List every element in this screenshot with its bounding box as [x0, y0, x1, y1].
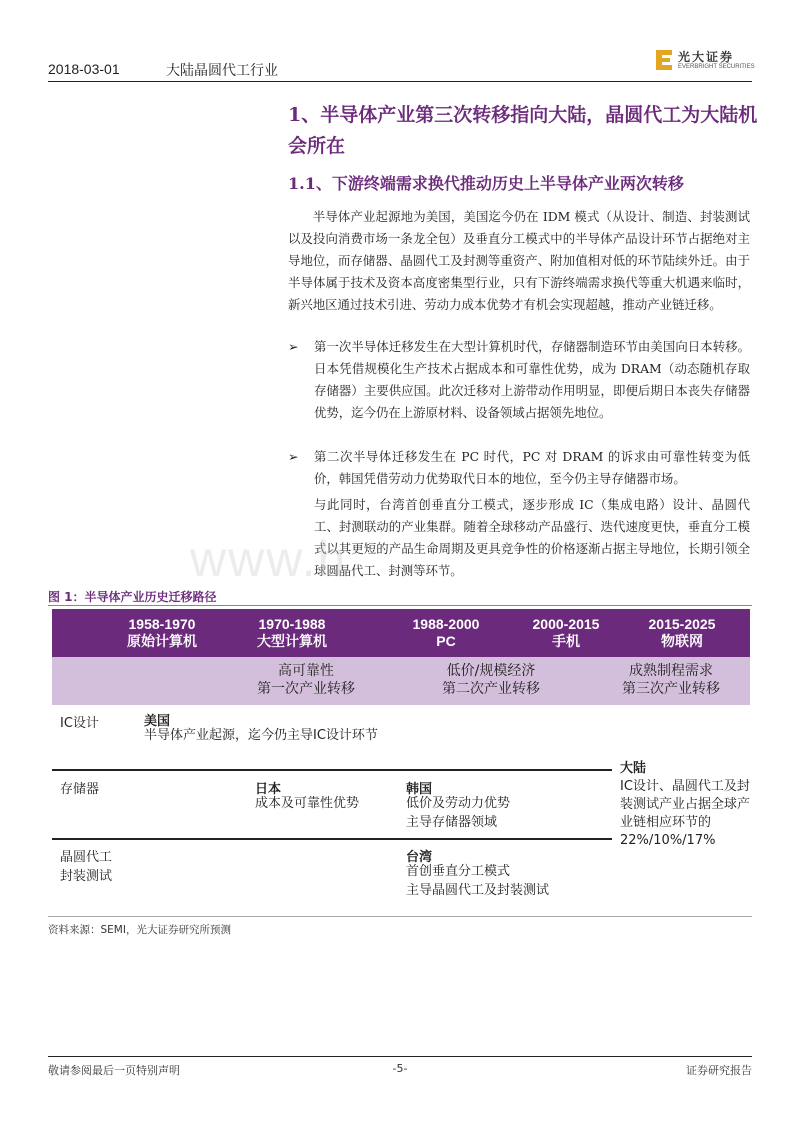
- era-3: 1988-2000 PC: [412, 616, 480, 649]
- transfer-bar: [52, 657, 750, 705]
- section-heading-1: 1、半导体产业第三次转移指向大陆，晶圆代工为大陆机会所在: [288, 104, 758, 157]
- bullet-first-migration: [288, 336, 750, 424]
- era-4: 2000-2015 手机: [532, 616, 600, 649]
- usa-desc: 半导体产业起源，迄今仍主导IC设计环节: [144, 728, 378, 743]
- page-header: [48, 56, 752, 82]
- row-divider: [52, 838, 612, 840]
- industry-title: 大陆晶圆代工行业: [166, 63, 278, 79]
- transfer-3: 成熟制程需求 第三次产业转移: [622, 663, 720, 697]
- arrow-bullet-icon: ➢: [288, 339, 299, 354]
- everbright-logo-icon: [656, 50, 672, 70]
- row-divider: [52, 769, 612, 771]
- segment-foundry: 晶圆代工: [60, 850, 113, 865]
- era-2: 1970-1988 大型计算机: [257, 616, 327, 649]
- section-heading-1-1: 1.1、下游终端需求换代推动历史上半导体产业两次转移: [288, 174, 684, 193]
- mainland-desc: IC设计、晶圆代工及封装测试产业占据全球产业链相应环节的: [620, 779, 751, 830]
- era-5: 2015-2025 物联网: [648, 616, 716, 649]
- paragraph-taiwan: 与此同时，台湾首创垂直分工模式，逐步形成 IC（集成电路）设计、晶圆代工、封测联动的产业集群。随着全球移动产品盛行、迭代速度更快，垂直分工模式以其更短的产品生命周期及更具竞争性的价格逐渐占据主导地位，长期引领全球圆晶代工、封测等环节。: [314, 497, 750, 578]
- mainland-box: [620, 760, 750, 850]
- korea-desc-1: 低价及劳动力优势: [406, 796, 511, 811]
- transfer-2: 低价/规模经济 第二次产业转移: [442, 663, 540, 697]
- figure-source: 资料来源：SEMI，光大证券研究所预测: [48, 916, 752, 937]
- taiwan-desc-1: 首创垂直分工模式: [406, 864, 511, 879]
- paragraph-intro: 半导体产业起源地为美国，美国迄今仍在 IDM 模式（从设计、制造、封装测试以及投向消费市场一条龙全包）及垂直分工模式中的半导体产品设计环节占据绝对主导地位，而存储器、晶圆代工及封测等重资产、附加值相对低的环节陆续外迁。由于半导体属于技术及资本高度密集型行业，只有下游终端需求换代等重大机遇来临时，新兴地区通过技术引进、劳动力成本优势才有机会实现超越，推动产业链迁移。: [288, 209, 750, 312]
- era-bar: [52, 609, 750, 657]
- segment-packaging: 封装测试: [60, 869, 113, 884]
- korea-desc-2: 主导存储器领域: [406, 815, 498, 830]
- logo-cn: 光大证券: [678, 50, 735, 64]
- mainland-label: 大陆: [620, 761, 647, 776]
- bullet-text: 第二次半导体迁移发生在 PC 时代，PC 对 DRAM 的诉求由可靠性转变为低价，韩国凭借劳动力优势取代日本的地位，至今仍主导存储器市场。: [314, 449, 750, 486]
- mainland-share: 22%/10%/17%: [620, 833, 716, 848]
- korea-label: 韩国: [406, 782, 433, 797]
- japan-desc: 成本及可靠性优势: [255, 796, 360, 811]
- figure-rule: [48, 605, 752, 606]
- footer-disclaimer: 敬请参阅最后一页特别声明: [48, 1064, 180, 1077]
- figure-title: 图 1：半导体产业历史迁移路径: [48, 590, 217, 604]
- everbright-logo: [656, 48, 756, 74]
- page-number: -5-: [392, 1062, 408, 1075]
- report-date: 2018-03-01: [48, 61, 120, 77]
- watermark: www.h: [190, 531, 348, 587]
- segment-ic-design: IC设计: [60, 716, 99, 731]
- logo-en: EVERBRIGHT SECURITIES: [678, 64, 755, 70]
- era-1: 1958-1970 原始计算机: [127, 616, 197, 649]
- usa-label: 美国: [144, 714, 171, 729]
- bullet-text: 第一次半导体迁移发生在大型计算机时代，存储器制造环节由美国向日本转移。日本凭借规模化生产技术占据成本和可靠性优势，成为 DRAM（动态随机存取存储器）主要供应国。此次迁移对上游带动作用明显，即便后期日本丧失存储器优势，迄今仍在上游原材料、设备领域占据领先地位。: [314, 339, 750, 420]
- bullet-second-migration: [288, 446, 750, 490]
- taiwan-label: 台湾: [406, 850, 433, 865]
- segment-memory: 存储器: [60, 782, 100, 797]
- transfer-1: 高可靠性 第一次产业转移: [257, 663, 355, 697]
- japan-label: 日本: [255, 782, 282, 797]
- arrow-bullet-icon: ➢: [288, 449, 299, 464]
- taiwan-desc-2: 主导晶圆代工及封装测试: [406, 883, 550, 898]
- footer-rule: [48, 1056, 752, 1057]
- footer-report-type: 证券研究报告: [686, 1064, 752, 1077]
